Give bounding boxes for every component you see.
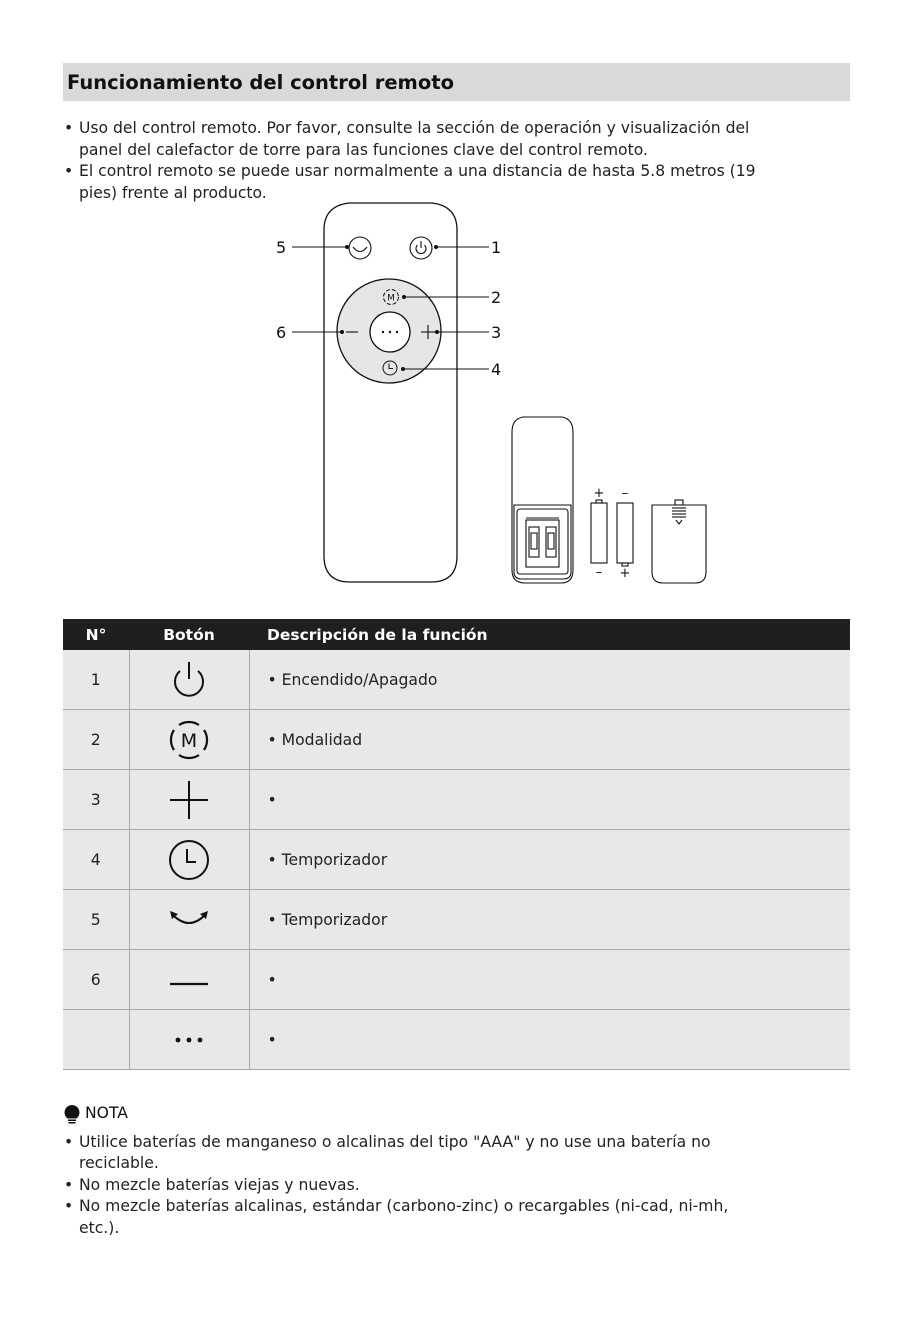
remote-control-figure bbox=[0, 0, 914, 600]
row-description bbox=[249, 770, 850, 830]
row-bullet: • bbox=[267, 970, 277, 989]
note-title: NOTA bbox=[85, 1104, 128, 1122]
table-row bbox=[63, 1010, 850, 1070]
row-number: 6 bbox=[63, 950, 129, 1010]
callout-5: 5 bbox=[276, 238, 287, 257]
oscillation-button bbox=[349, 237, 371, 259]
note-section bbox=[63, 1103, 863, 1239]
note-line: • No mezcle baterías alcalinas, estándar (carbono-zinc) o recargables (ni-cad, ni-mh, bbox=[79, 1197, 729, 1215]
battery-plus-top: + bbox=[593, 486, 605, 501]
row-description bbox=[249, 1010, 850, 1070]
intro-line: panel del calefactor de torre para las funciones clave del control remoto. bbox=[79, 140, 648, 159]
row-bullet: • bbox=[267, 910, 277, 929]
table-row bbox=[63, 890, 850, 950]
note-item bbox=[63, 1132, 863, 1175]
row-description-text: Temporizador bbox=[281, 910, 388, 929]
row-description-text: Temporizador bbox=[281, 850, 388, 869]
row-number bbox=[63, 1010, 129, 1070]
row-bullet: • bbox=[267, 670, 277, 689]
row-number: 1 bbox=[63, 650, 129, 710]
battery-cover bbox=[652, 500, 706, 583]
battery-minus-top: – bbox=[621, 486, 629, 501]
table-header-row bbox=[63, 619, 850, 650]
note-line: • Utilice baterías de manganeso o alcalinas del tipo "AAA" y no use una batería no bbox=[79, 1132, 711, 1151]
table-row bbox=[63, 950, 850, 1010]
remote-back bbox=[512, 417, 573, 583]
svg-text:M: M bbox=[387, 293, 395, 304]
note-item bbox=[63, 1196, 863, 1239]
section-title: Funcionamiento del control remoto bbox=[63, 63, 850, 101]
row-bullet: • bbox=[267, 790, 277, 809]
row-description-text: Encendido/Apagado bbox=[281, 670, 438, 689]
ellipsis-icon bbox=[167, 1030, 211, 1050]
note-header bbox=[63, 1103, 863, 1125]
row-description bbox=[249, 710, 850, 770]
mode-m-icon bbox=[166, 717, 212, 763]
row-number: 5 bbox=[63, 890, 129, 950]
intro-line: pies) frente al producto. bbox=[79, 183, 267, 202]
note-line: etc.). bbox=[79, 1218, 120, 1237]
plus-icon bbox=[167, 778, 211, 822]
remote-body bbox=[324, 203, 457, 582]
lightbulb-icon bbox=[63, 1104, 81, 1124]
note-line: • No mezcle baterías viejas y nuevas. bbox=[79, 1175, 360, 1194]
intro-line: • Uso del control remoto. Por favor, consulte la sección de operación y visualización del bbox=[79, 119, 750, 137]
callout-1: 1 bbox=[491, 238, 502, 257]
row-bullet: • bbox=[267, 1030, 277, 1049]
power-icon bbox=[167, 658, 211, 702]
row-description-text: Modalidad bbox=[281, 730, 363, 749]
header-button: Botón bbox=[129, 619, 249, 650]
table-row bbox=[63, 830, 850, 890]
battery-minus-bottom: – bbox=[595, 565, 603, 580]
table-row bbox=[63, 710, 850, 770]
row-description bbox=[249, 830, 850, 890]
table-row bbox=[63, 770, 850, 830]
battery-plus-bottom: + bbox=[619, 566, 631, 581]
callout-3: 3 bbox=[491, 323, 502, 342]
row-number: 4 bbox=[63, 830, 129, 890]
clock-timer-icon bbox=[167, 838, 211, 882]
row-description bbox=[249, 890, 850, 950]
function-table bbox=[63, 619, 850, 1070]
row-number: 2 bbox=[63, 710, 129, 770]
power-button bbox=[410, 237, 432, 259]
oscillation-arrow-icon bbox=[167, 905, 211, 935]
header-description: Descripción de la función bbox=[249, 619, 850, 650]
minus-icon bbox=[167, 970, 211, 990]
callout-2: 2 bbox=[491, 288, 502, 307]
intro-line: • El control remoto se puede usar normalmente a una distancia de hasta 5.8 metros (19 bbox=[79, 162, 756, 180]
note-line: reciclable. bbox=[79, 1154, 159, 1172]
note-item bbox=[63, 1175, 863, 1197]
callout-4: 4 bbox=[491, 360, 502, 379]
row-bullet: • bbox=[267, 850, 277, 869]
header-no: N° bbox=[63, 619, 129, 650]
row-description bbox=[249, 650, 850, 710]
row-bullet: • bbox=[267, 730, 277, 749]
svg-text:M: M bbox=[180, 729, 198, 752]
battery-pair bbox=[591, 500, 633, 566]
row-description bbox=[249, 950, 850, 1010]
table-row bbox=[63, 650, 850, 710]
callout-6: 6 bbox=[276, 323, 287, 342]
row-number: 3 bbox=[63, 770, 129, 830]
